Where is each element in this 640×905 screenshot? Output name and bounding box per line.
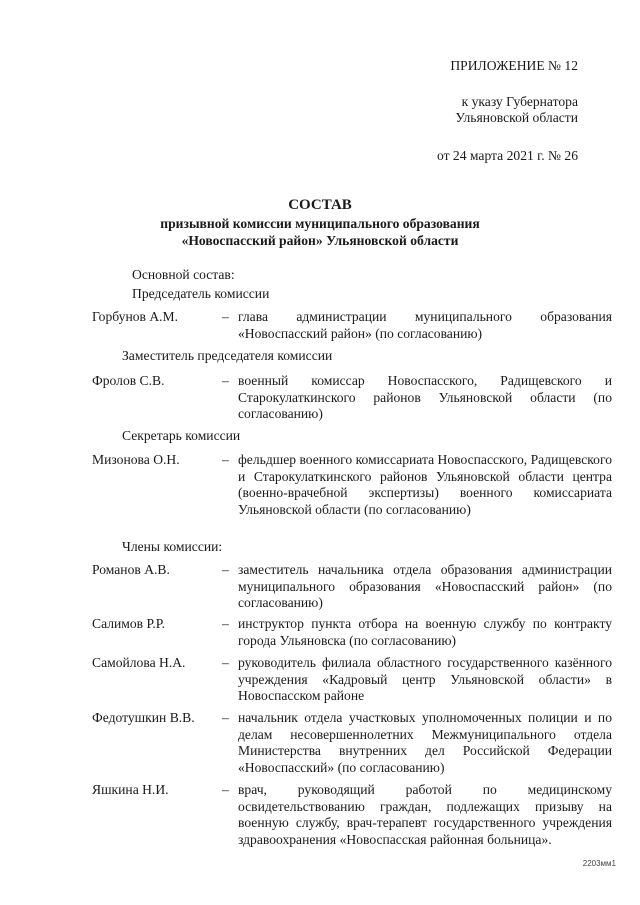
member-name: Романов А.В. xyxy=(92,562,170,577)
member-position: глава администрации муниципального образования «Новоспасский район» (по согласованию) xyxy=(238,309,612,341)
members-heading: Члены комиссии: xyxy=(122,539,223,554)
dash-separator: – xyxy=(222,710,229,725)
member-name: Мизонова О.Н. xyxy=(92,452,180,467)
dash-separator: – xyxy=(222,373,229,388)
member-position: фельдшер военного комиссариата Новоспасского, Радищевского и Старокулаткинского районов Ульяновской области центра (военно-врачебной экспертизы) военного комиссариата Ульяновской области (по согласованию) xyxy=(238,452,612,517)
main-composition-heading: Основной состав: xyxy=(132,267,235,282)
deputy-heading: Заместитель председателя комиссии xyxy=(122,348,333,363)
decree-line-1: к указу Губернатора xyxy=(461,94,578,109)
dash-separator: – xyxy=(222,452,229,467)
appendix-number: ПРИЛОЖЕНИЕ № 12 xyxy=(450,58,578,73)
member-name: Яшкина Н.И. xyxy=(92,782,169,797)
member-name: Самойлова Н.А. xyxy=(92,655,186,670)
dash-separator: – xyxy=(222,562,229,577)
chairman-heading: Председатель комиссии xyxy=(132,286,270,301)
title-line-1: призывной комиссии муниципального образования xyxy=(160,216,480,231)
member-position: руководитель филиала областного государственного казённого учреждения «Кадровый центр Ульяновской области» в Новоспасском районе xyxy=(238,655,612,704)
member-name: Федотушкин В.В. xyxy=(92,710,195,725)
document-code: 2203мм1 xyxy=(582,859,616,868)
dash-separator: – xyxy=(222,309,229,324)
secretary-heading: Секретарь комиссии xyxy=(122,428,241,443)
title-line-2: «Новоспасский район» Ульяновской области xyxy=(181,233,459,248)
member-name: Салимов Р.Р. xyxy=(92,616,166,631)
member-position: военный комиссар Новоспасского, Радищевского и Старокулаткинского районов Ульяновской области (по согласованию) xyxy=(238,373,612,422)
dash-separator: – xyxy=(222,655,229,670)
dash-separator: – xyxy=(222,616,229,631)
document-title: СОСТАВ xyxy=(288,197,352,213)
dash-separator: – xyxy=(222,782,229,797)
member-position: начальник отдела участковых уполномоченных полиции и по делам несовершеннолетних Межмуниципального отдела Министерства внутренних дел Российской Федерации «Новоспасский» (по согласованию) xyxy=(238,710,612,775)
decree-line-2: Ульяновской области xyxy=(455,110,578,125)
member-position: инструктор пункта отбора на военную службу по контракту города Ульяновска (по согласованию) xyxy=(238,616,612,648)
decree-date: от 24 марта 2021 г. № 26 xyxy=(436,148,578,163)
member-name: Фролов С.В. xyxy=(92,373,165,388)
member-position: заместитель начальника отдела образования администрации муниципального образования «Новоспасский район» (по согласованию) xyxy=(238,562,612,611)
member-position: врач, руководящий работой по медицинскому освидетельствованию граждан, подлежащих призыву на военную службу, врач-терапевт государственного учреждения здравоохранения «Новоспасская районная больница». xyxy=(238,782,612,847)
member-name: Горбунов А.М. xyxy=(92,309,179,324)
